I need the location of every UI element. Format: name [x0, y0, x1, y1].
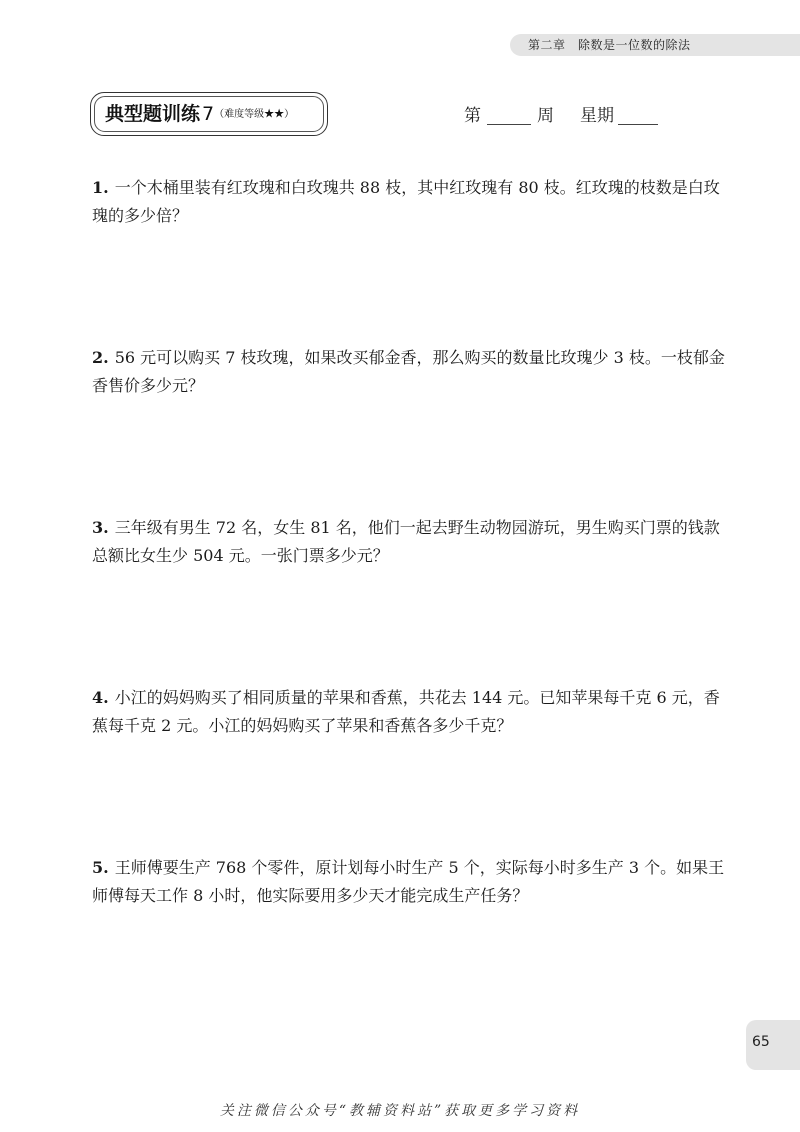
week-prefix: 第 — [464, 106, 481, 126]
question-4 — [92, 684, 732, 740]
day-blank[interactable] — [618, 104, 658, 125]
practice-title-box — [90, 92, 328, 136]
week-suffix: 周 — [537, 106, 554, 126]
difficulty-level: （难度等级★★） — [214, 109, 295, 120]
page-number: 65 — [752, 1034, 770, 1050]
practice-number: 7 — [202, 103, 215, 125]
question-text: 王师傅要生产 768 个零件，原计划每小时生产 5 个，实际每小时多生产 3 个。如果王师傅每天工作 8 小时，他实际要用多少天才能完成生产任务？ — [92, 858, 725, 905]
practice-title — [105, 102, 294, 130]
practice-title-label: 典型题训练 — [105, 103, 201, 125]
question-text: 一个木桶里装有红玫瑰和白玫瑰共 88 枝，其中红玫瑰有 80 枝。红玫瑰的枝数是白玫瑰的多少倍？ — [92, 178, 720, 225]
question-1 — [92, 174, 732, 230]
question-number: 4. — [92, 688, 109, 707]
question-text: 56 元可以购买 7 枝玫瑰，如果改买郁金香，那么购买的数量比玫瑰少 3 枝。一枝郁金香售价多少元？ — [92, 348, 725, 395]
question-number: 3. — [92, 518, 109, 537]
day-label: 星期 — [580, 106, 614, 126]
question-number: 5. — [92, 858, 109, 877]
chapter-title: 第二章 除数是一位数的除法 — [528, 38, 691, 52]
question-number: 2. — [92, 348, 109, 367]
schedule-line — [464, 104, 658, 128]
week-blank[interactable] — [487, 104, 531, 125]
question-text: 小江的妈妈购买了相同质量的苹果和香蕉，共花去 144 元。已知苹果每千克 6 元，香蕉每千克 2 元。小江的妈妈购买了苹果和香蕉各多少千克？ — [92, 688, 720, 735]
question-number: 1. — [92, 178, 109, 197]
footer-note: 关注微信公众号“教辅资料站”获取更多学习资料 — [219, 1103, 581, 1119]
question-text: 三年级有男生 72 名，女生 81 名，他们一起去野生动物园游玩，男生购买门票的钱款总额比女生少 504 元。一张门票多少元？ — [92, 518, 720, 565]
question-3 — [92, 514, 732, 570]
question-5 — [92, 854, 732, 910]
question-2 — [92, 344, 732, 400]
